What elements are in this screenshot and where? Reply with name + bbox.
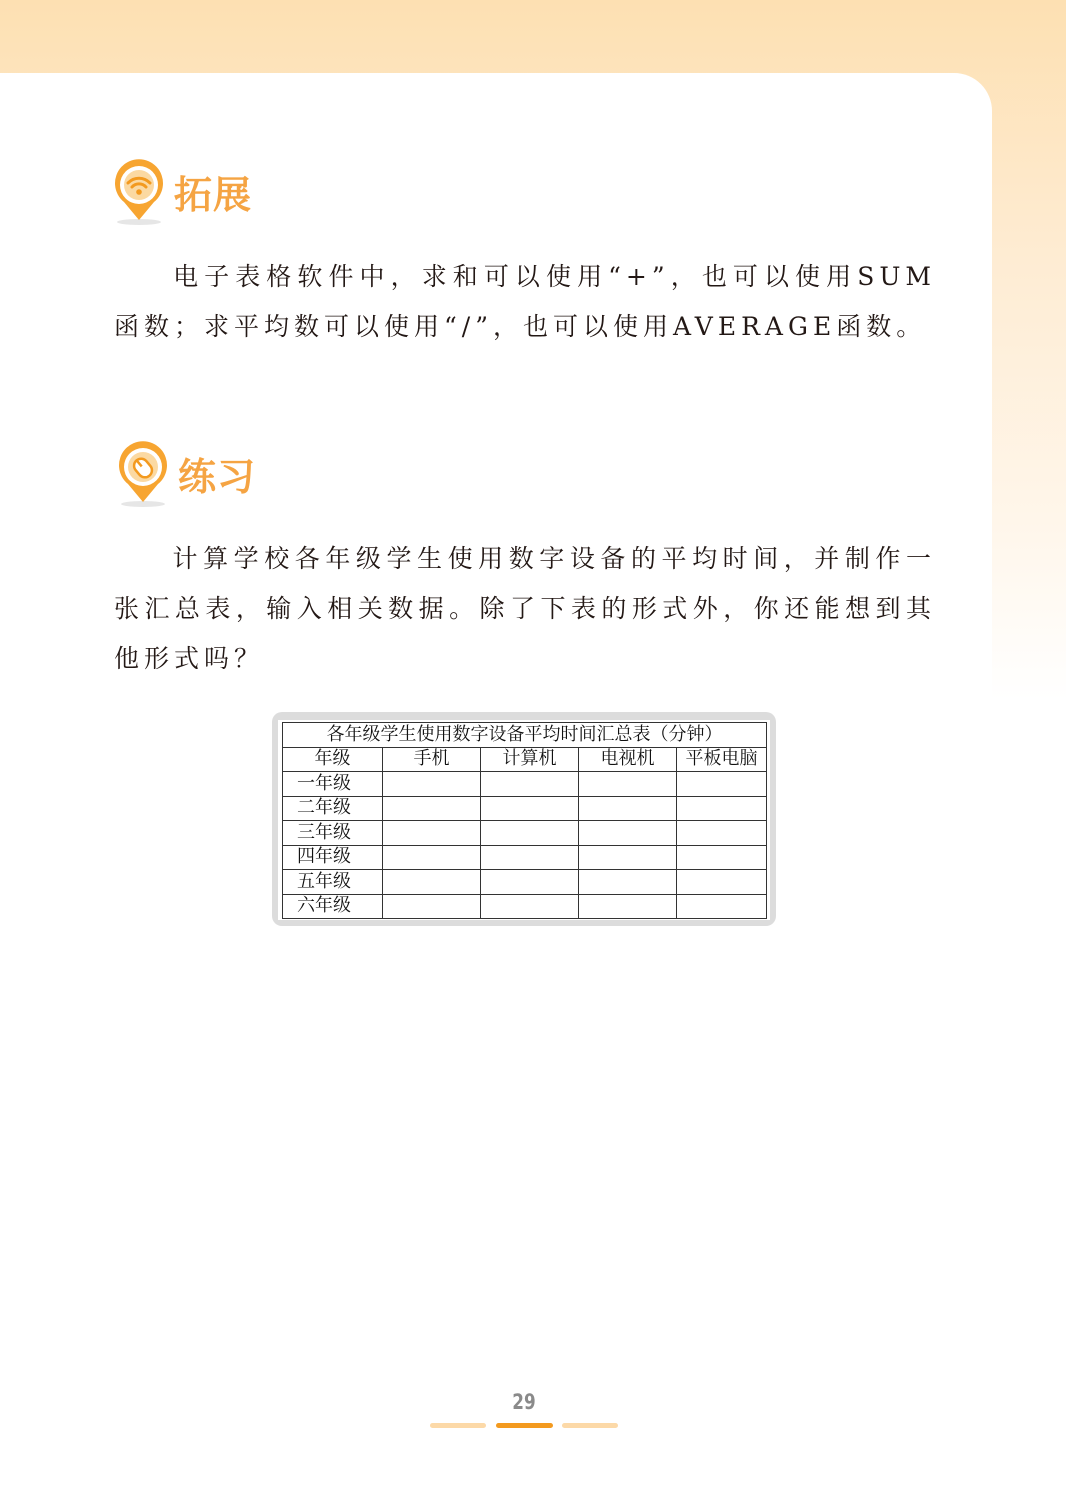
- table-cell: [579, 870, 677, 895]
- practice-paragraph: [114, 534, 936, 684]
- extension-heading: [108, 156, 252, 226]
- grade-label: 三年级: [283, 821, 383, 846]
- extension-paragraph: [114, 252, 936, 352]
- table-cell: [579, 796, 677, 821]
- table-row: [283, 796, 767, 821]
- summary-table: [282, 722, 767, 919]
- extension-text: 电子表格软件中，求和可以使用“+”，也可以使用SUM函数；求平均数可以使用“/”，也可以使用AVERAGE函数。: [114, 262, 936, 341]
- table-header-cell: 年级: [283, 747, 383, 772]
- extension-title: 拓展: [174, 172, 253, 217]
- table-header-cell: 电视机: [579, 747, 677, 772]
- practice-title: 练习: [178, 454, 257, 499]
- table-cell: [677, 821, 767, 846]
- table-cell: [383, 821, 481, 846]
- table-cell: [481, 845, 579, 870]
- table-caption: 各年级学生使用数字设备平均时间汇总表（分钟）: [283, 723, 767, 748]
- table-cell: [579, 772, 677, 797]
- table-row: [283, 894, 767, 919]
- table-header-cell: 手机: [383, 747, 481, 772]
- table-row: [283, 821, 767, 846]
- footer-bar-right: [562, 1423, 618, 1428]
- mouse-pin-icon: [112, 438, 174, 508]
- table-cell: [481, 772, 579, 797]
- table-cell: [677, 772, 767, 797]
- page-footer: [0, 1390, 1066, 1440]
- grade-label: 六年级: [283, 894, 383, 919]
- table-row: [283, 772, 767, 797]
- table-cell: [481, 870, 579, 895]
- page-number: 29: [512, 1390, 536, 1414]
- table-row: [283, 845, 767, 870]
- summary-table-sheet: [278, 720, 770, 920]
- footer-bar-left: [430, 1423, 486, 1428]
- practice-heading: [112, 438, 256, 508]
- table-cell: [383, 772, 481, 797]
- table-caption-row: [283, 723, 767, 748]
- table-cell: [383, 894, 481, 919]
- table-cell: [677, 870, 767, 895]
- table-cell: [579, 821, 677, 846]
- grade-label: 四年级: [283, 845, 383, 870]
- table-cell: [579, 845, 677, 870]
- table-header-cell: 计算机: [481, 747, 579, 772]
- table-cell: [383, 870, 481, 895]
- table-header-cell: 平板电脑: [677, 747, 767, 772]
- practice-text: 计算学校各年级学生使用数字设备的平均时间，并制作一张汇总表，输入相关数据。除了下表的形式外，你还能想到其他形式吗？: [114, 544, 936, 673]
- footer-bar-center: [496, 1423, 553, 1428]
- table-cell: [383, 845, 481, 870]
- table-cell: [677, 894, 767, 919]
- table-cell: [677, 796, 767, 821]
- grade-label: 五年级: [283, 870, 383, 895]
- summary-table-frame: [272, 712, 776, 926]
- table-cell: [579, 894, 677, 919]
- grade-label: 二年级: [283, 796, 383, 821]
- table-row: [283, 870, 767, 895]
- wifi-signal-pin-icon: [108, 156, 170, 226]
- table-cell: [383, 796, 481, 821]
- table-cell: [481, 821, 579, 846]
- table-cell: [677, 845, 767, 870]
- table-header-row: [283, 747, 767, 772]
- table-cell: [481, 894, 579, 919]
- grade-label: 一年级: [283, 772, 383, 797]
- table-cell: [481, 796, 579, 821]
